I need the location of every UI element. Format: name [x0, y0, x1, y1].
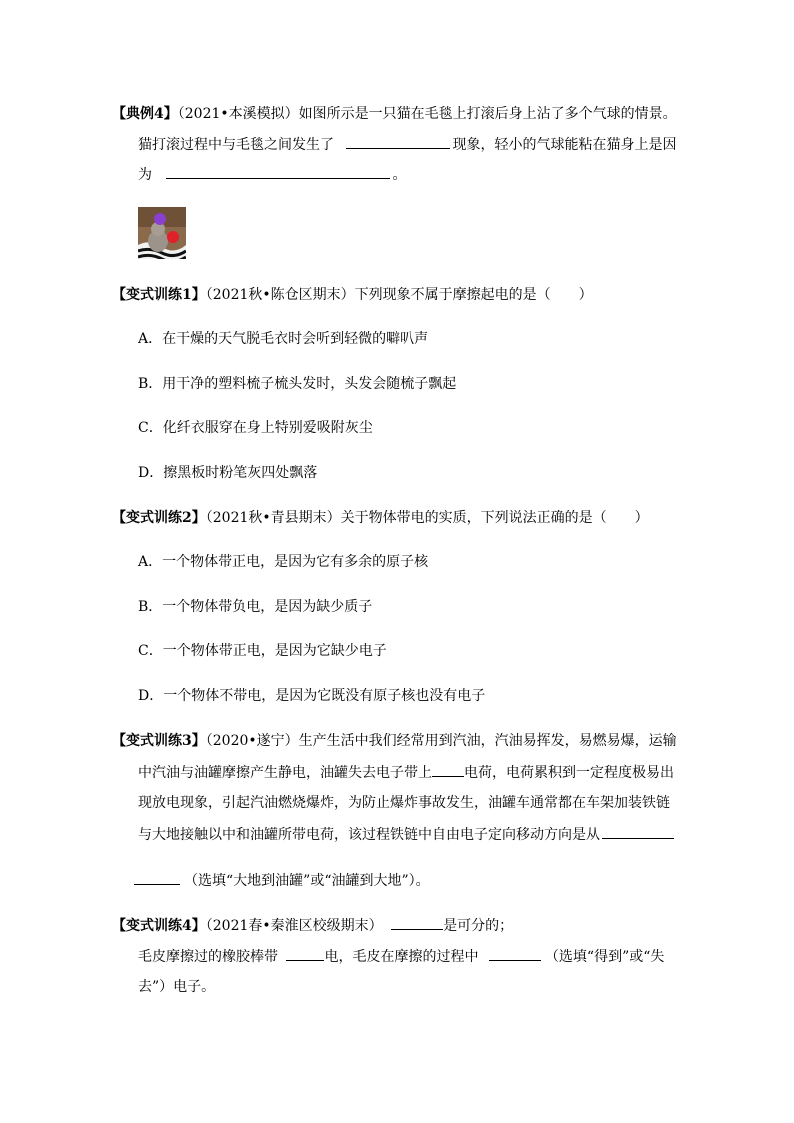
variant-tag: 【变式训练3】	[112, 733, 206, 749]
option-c[interactable]: C．一个物体带正电，是因为它缺少电子	[138, 643, 387, 659]
example-4-line-2	[138, 134, 676, 155]
variant-3-line-2	[138, 762, 674, 783]
example-text: 如图所示是一只猫在毛毯上打滚后身上沾了多个气球的情景。	[298, 106, 677, 122]
question-text: 下列现象不属于摩擦起电的是（ ）	[354, 287, 593, 303]
question-text: 生产生活中我们经常用到汽油，汽油易挥发，易燃易爆，运输	[298, 733, 677, 749]
variant-4-line-2	[138, 946, 664, 967]
option-c[interactable]: C．化纤衣服穿在身上特别爱吸附灰尘	[138, 420, 373, 436]
answer-blank[interactable]	[489, 946, 541, 961]
option-a[interactable]: A．在干燥的天气脱毛衣时会听到轻微的噼叭声	[138, 331, 429, 347]
option-d[interactable]: D．一个物体不带电，是因为它既没有原子核也没有电子	[138, 688, 486, 704]
question-text: （选填“大地到油罐”或“油罐到大地”）。	[184, 873, 430, 889]
variant-3-line-4	[138, 824, 674, 845]
variant-source: （2021秋•陈仓区期末）	[205, 287, 355, 303]
example-text: 现象，轻小的气球能粘在猫身上是因	[452, 137, 677, 153]
question-text: （选填“得到”或“失	[544, 949, 665, 965]
answer-blank[interactable]	[286, 946, 324, 961]
variant-2-question	[112, 508, 649, 528]
question-text: 电，毛皮在摩擦的过程中	[324, 949, 479, 965]
option-a[interactable]: A．一个物体带正电，是因为它有多余的原子核	[138, 554, 429, 570]
cat-balloon-photo	[138, 207, 186, 259]
answer-blank[interactable]	[391, 915, 443, 930]
variant-source: （2021秋•青县期末）	[205, 510, 341, 526]
example-text: 。	[392, 167, 407, 183]
variant-tag: 【变式训练1】	[112, 287, 206, 303]
answer-blank[interactable]	[166, 164, 390, 179]
example-4-line-1	[112, 104, 677, 124]
answer-blank[interactable]	[134, 870, 180, 885]
option-d[interactable]: D．擦黑板时粉笔灰四处飘落	[138, 465, 318, 481]
question-text: 关于物体带电的实质，下列说法正确的是（ ）	[340, 510, 649, 526]
variant-3-line-1	[112, 731, 677, 751]
variant-source: （2020•遂宁）	[205, 733, 299, 749]
option-b[interactable]: B．一个物体带负电，是因为缺少质子	[138, 599, 373, 615]
answer-blank[interactable]	[432, 762, 464, 777]
example-text: 为	[138, 167, 152, 183]
question-text: 中汽油与油罐摩擦产生静电，油罐失去电子带上	[138, 765, 432, 781]
variant-tag: 【变式训练2】	[112, 510, 206, 526]
variant-3-line-3: 现放电现象，引起汽油燃烧爆炸，为防止爆炸事故发生，油罐车通常都在车架加装铁链	[138, 795, 670, 811]
example-4-line-3	[138, 164, 406, 185]
variant-source: （2021春•秦淮区校级期末）	[205, 918, 383, 934]
question-text: 是可分的；	[443, 918, 514, 934]
example-text: 猫打滚过程中与毛毯之间发生了	[138, 137, 334, 153]
question-text: 与大地接触以中和油罐所带电荷，该过程铁链中自由电子定向移动方向是从	[138, 827, 600, 843]
variant-1-question	[112, 285, 593, 305]
answer-blank[interactable]	[346, 134, 450, 149]
variant-4-line-3: 去”）电子。	[138, 979, 216, 995]
example-source: （2021•本溪模拟）	[177, 106, 299, 122]
example-tag: 【典例4】	[112, 106, 178, 122]
variant-tag: 【变式训练4】	[112, 918, 206, 934]
variant-4-line-1	[112, 915, 513, 936]
option-b[interactable]: B．用干净的塑料梳子梳头发时，头发会随梳子飘起	[138, 376, 457, 392]
question-text: 电荷，电荷累积到一定程度极易出	[464, 765, 674, 781]
answer-blank[interactable]	[602, 824, 674, 839]
question-text: 毛皮摩擦过的橡胶棒带	[138, 949, 278, 965]
variant-3-line-5	[134, 870, 430, 891]
